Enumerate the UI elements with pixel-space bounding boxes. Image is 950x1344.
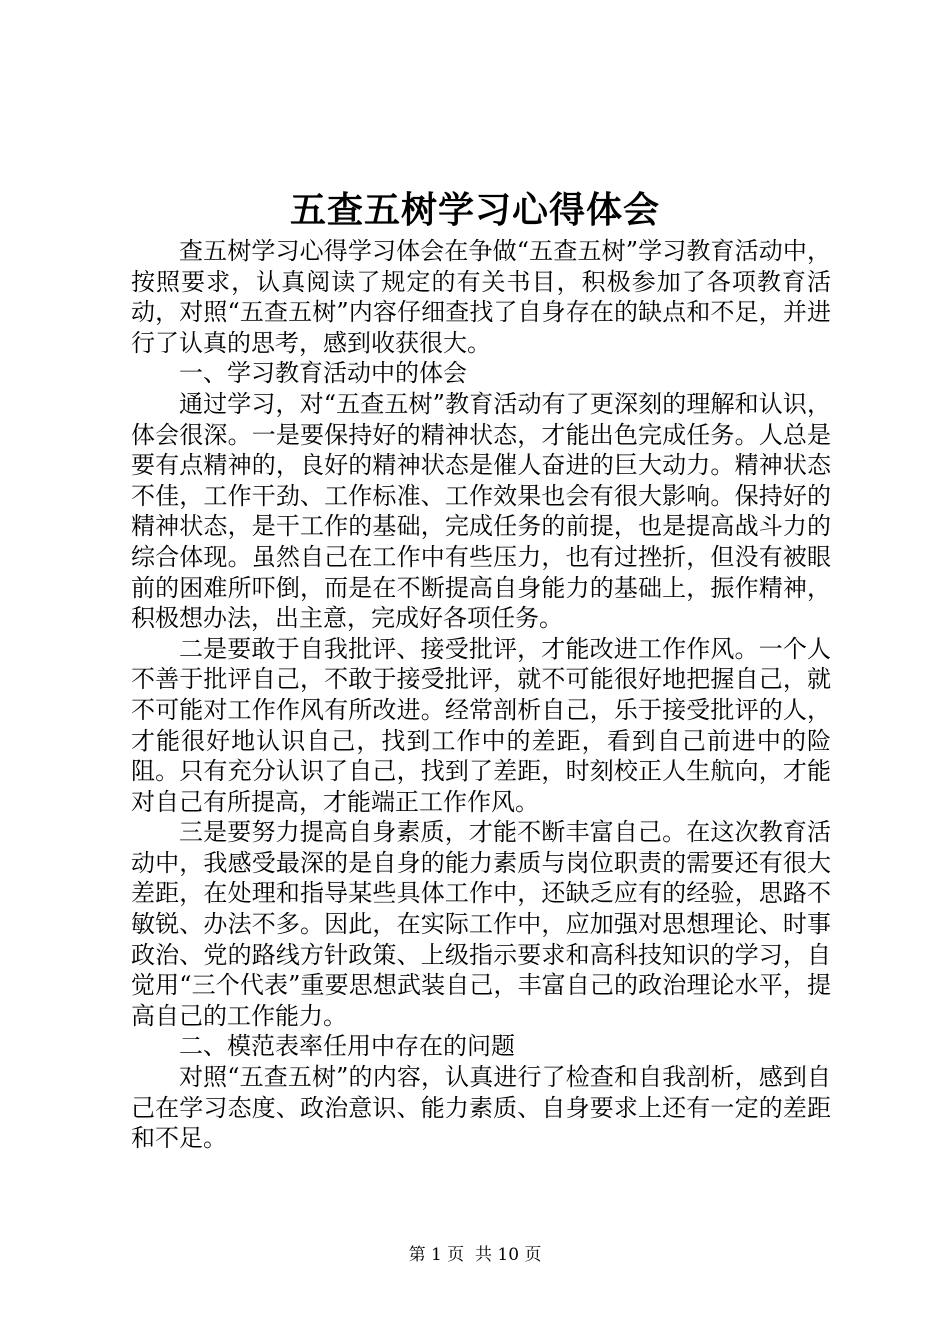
paragraph-criticism: 二是要敢于自我批评、接受批评，才能改进工作作风。一个人不善于批评自己，不敢于接受批评，就不可能很好地把握自己，就不可能对工作作风有所改进。经常剖析自己，乐于接受批评的人，才能很好地认识自己，找到工作中的差距，看到自己前进中的险阻。只有充分认识了自己，找到了差距，时刻校正人生航向，才能对自己有所提高，才能端正工作作风。 <box>131 634 831 816</box>
document-title: 五查五树学习心得体会 <box>289 189 660 231</box>
section-heading-1: 一、学习教育活动中的体会 <box>179 359 467 388</box>
document-body <box>131 236 831 1154</box>
paragraph-spirit: 通过学习，对“五查五树”教育活动有了更深刻的理解和认识，体会很深。一是要保持好的精神状态，才能出色完成任务。人总是要有点精神的，良好的精神状态是催人奋进的巨大动力。精神状态不佳，工作干劲、工作标准、工作效果也会有很大影响。保持好的精神状态，是干工作的基础，完成任务的前提，也是提高战斗力的综合体现。虽然自己在工作中有些压力，也有过挫折，但没有被眼前的困难所吓倒，而是在不断提高自身能力的基础上，振作精神，积极想办法，出主意，完成好各项任务。 <box>131 389 831 633</box>
paragraph-problems: 对照“五查五树”的内容，认真进行了检查和自我剖析，感到自己在学习态度、政治意识、能力素质、自身要求上还有一定的差距和不足。 <box>131 1063 831 1153</box>
paragraph-quality: 三是要努力提高自身素质，才能不断丰富自己。在这次教育活动中，我感受最深的是自身的能力素质与岗位职责的需要还有很大差距，在处理和指导某些具体工作中，还缺乏应有的经验，思路不敏锐、办法不多。因此，在实际工作中，应加强对思想理论、时事政治、党的路线方针政策、上级指示要求和高科技知识的学习，自觉用“三个代表”重要思想武装自己，丰富自己的政治理论水平，提高自己的工作能力。 <box>131 818 831 1030</box>
section-heading-2: 二、模范表率任用中存在的问题 <box>179 1032 515 1061</box>
page-footer <box>0 1243 950 1267</box>
paragraph-intro: 查五树学习心得学习体会在争做“五查五树”学习教育活动中，按照要求，认真阅读了规定的有关书目，积极参加了各项教育活动，对照“五查五树”内容仔细查找了自身存在的缺点和不足，并进行了认真的思考，感到收获很大。 <box>131 237 831 357</box>
page-number: 第 1 页 共 10 页 <box>408 1245 542 1265</box>
